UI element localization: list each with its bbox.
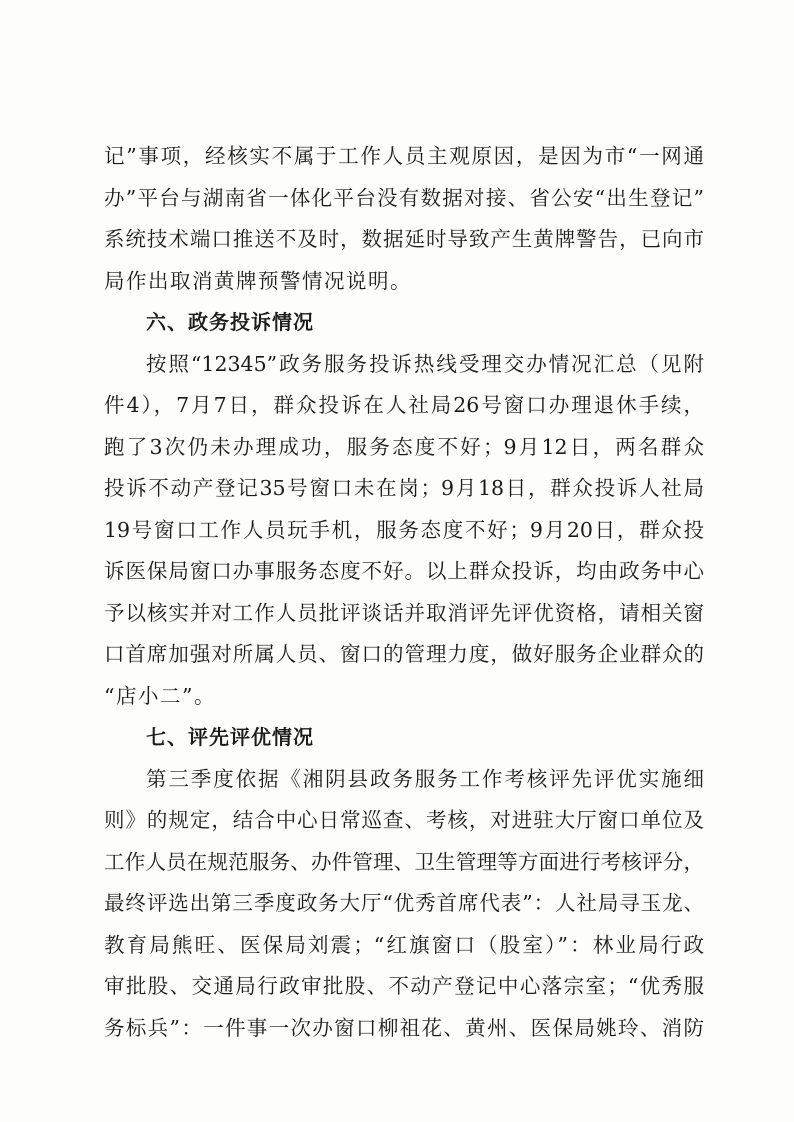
paragraph-complaints — [104, 344, 704, 718]
text-line: 教育局熊旺、医保局刘震；“红旗窗口（股室）”：林业局行政 — [104, 932, 704, 957]
paragraph-continuation — [104, 136, 704, 302]
text-line: 予以核实并对工作人员批评谈话并取消评先评优资格，请相关窗 — [104, 600, 704, 625]
text-line: 投诉不动产登记35号窗口未在岗；9月18日，群众投诉人社局 — [104, 476, 704, 500]
text-line: 件4），7月7日，群众投诉在人社局26号窗口办理退休手续， — [104, 393, 704, 417]
text-line: 工作人员在规范服务、办件管理、卫生管理等方面进行考核评分， — [104, 849, 704, 874]
section-heading-awards: 七、评先评优情况 — [146, 725, 314, 749]
text-line: “店小二”。 — [104, 683, 216, 708]
text-line: 记”事项，经核实不属于工作人员主观原因，是因为市“一网通 — [104, 144, 704, 168]
document-body — [104, 136, 704, 1049]
text-line: 审批股、交通局行政审批股、不动产登记中心落宗室；“优秀服 — [104, 974, 704, 998]
text-line: 诉医保局窗口办事服务态度不好。以上群众投诉，均由政务中心 — [104, 559, 704, 583]
text-line: 则》的规定，结合中心日常巡查、考核，对进驻大厅窗口单位及 — [104, 808, 704, 832]
text-line: 最终评选出第三季度政务大厅“优秀首席代表”：人社局寻玉龙、 — [104, 891, 704, 915]
text-line: 口首席加强对所属人员、窗口的管理力度，做好服务企业群众的 — [104, 642, 704, 666]
text-line: 第三季度依据《湘阴县政务服务工作考核评先评优实施细 — [146, 766, 704, 791]
paragraph-awards — [104, 759, 704, 1050]
text-line: 跑了3次仍未办理成功，服务态度不好；9月12日，两名群众 — [104, 434, 704, 459]
text-line: 按照“12345”政务服务投诉热线受理交办情况汇总（见附 — [146, 351, 704, 376]
text-line: 局作出取消黄牌预警情况说明。 — [104, 268, 412, 293]
text-line: 办”平台与湖南省一体化平台没有数据对接、省公安“出生登记” — [104, 185, 704, 210]
text-line: 系统技术端口推送不及时，数据延时导致产生黄牌警告，已向市 — [104, 227, 704, 251]
text-line: 19号窗口工作人员玩手机，服务态度不好；9月20日，群众投 — [104, 517, 704, 542]
section-heading-complaints: 六、政务投诉情况 — [146, 310, 314, 334]
text-line: 务标兵”：一件事一次办窗口柳祖花、黄州、医保局姚玲、消防 — [104, 1015, 704, 1040]
